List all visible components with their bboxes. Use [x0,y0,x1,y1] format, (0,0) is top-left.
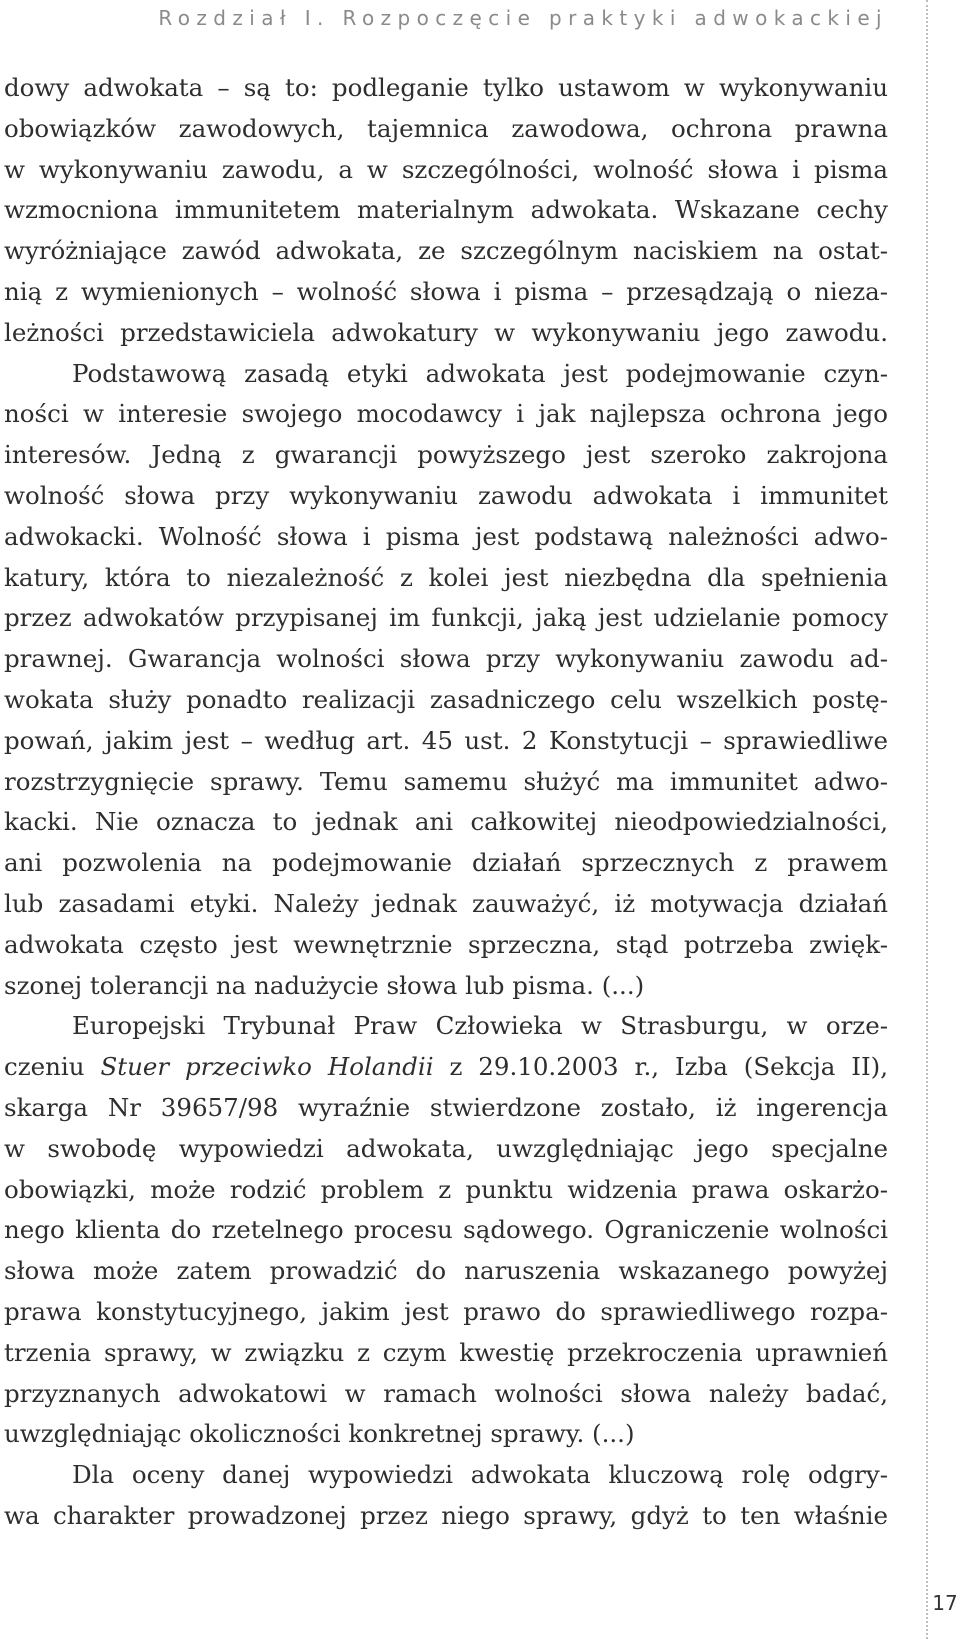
text-line: wokata służy ponadto realizacji zasadniczego celu wszelkich postę- [4,684,888,714]
text-line: leżności przedstawiciela adwokatury w wykonywaniu jego zawodu. [4,317,888,347]
text-line-with-case-name [4,1047,888,1088]
text-line: prawa konstytucyjnego, jakim jest prawo do sprawiedliwego rozpa- [4,1296,888,1326]
text-line: wolność słowa przy wykonywaniu zawodu adwokata i immunitet [4,480,888,510]
text-line: kacki. Nie oznacza to jednak ani całkowitej nieodpowiedzialności, [4,807,888,837]
text-line: ności w interesie swojego mocodawcy i jak najlepsza ochrona jego [4,399,888,429]
text-line: w swobodę wypowiedzi adwokata, uwzględniając jego specjalne [4,1133,888,1163]
text-line: Dla oceny danej wypowiedzi adwokata kluczową rolę odgry- [72,1460,888,1490]
text-line: wzmocniona immunitetem materialnym adwokata. Wskazane cechy [4,195,888,225]
text-line: Podstawową zasadą etyki adwokata jest podejmowanie czyn- [72,358,888,388]
text-line: szonej tolerancji na nadużycie słowa lub pisma. (...) [4,970,645,1000]
text-fragment: z 29.10.2003 r., Izba (Sekcja II), [433,1052,888,1082]
text-line: ani pozwolenia na podejmowanie działań sprzecznych z prawem [4,848,888,878]
text-line: skarga Nr 39657/98 wyraźnie stwierdzone zostało, iż ingerencja [4,1092,888,1122]
text-line: w wykonywaniu zawodu, a w szczególności, wolność słowa i pisma [4,154,888,184]
body-text [4,68,888,1537]
running-head: Rozdział I. Rozpoczęcie praktyki adwokackiej [158,6,888,30]
text-line: adwokacki. Wolność słowa i pisma jest podstawą należności adwo- [4,521,888,551]
text-line: Europejski Trybunał Praw Człowieka w Strasburgu, w orze- [72,1011,888,1041]
text-line: lub zasadami etyki. Należy jednak zauważyć, iż motywacja działań [4,888,888,918]
text-fragment: czeniu [4,1052,101,1082]
text-line: wyróżniające zawód adwokata, ze szczególnym naciskiem na ostat- [4,236,888,266]
text-line: katury, która to niezależność z kolei jest niezbędna dla spełnienia [4,562,888,592]
text-line: słowa może zatem prowadzić do naruszenia wskazanego powyżej [4,1256,888,1286]
text-line: dowy adwokata – są to: podleganie tylko ustawom w wykonywaniu [4,73,888,102]
text-line: interesów. Jedną z gwarancji powyższego jest szeroko zakrojona [4,440,888,470]
text-line: trzenia sprawy, w związku z czym kwestię przekroczenia uprawnień [4,1337,888,1367]
text-line: prawnej. Gwarancja wolności słowa przy wykonywaniu zawodu ad- [4,644,888,674]
page-number: 17 [932,1591,958,1615]
text-line: nią z wymienionych – wolność słowa i pisma – przesądzają o nieza- [4,276,888,306]
text-line: adwokata często jest wewnętrznie sprzeczna, stąd potrzeba zwięk- [4,929,888,959]
text-line: nego klienta do rzetelnego procesu sądowego. Ograniczenie wolności [4,1215,888,1245]
text-line: powań, jakim jest – według art. 45 ust. 2 Konstytucji – sprawiedliwe [4,725,888,755]
text-line: przez adwokatów przypisanej im funkcji, jaką jest udzielanie pomocy [4,603,888,633]
text-line: rozstrzygnięcie sprawy. Temu samemu służyć ma immunitet adwo- [4,766,888,796]
text-line: obowiązków zawodowych, tajemnica zawodowa, ochrona prawna [4,113,888,143]
margin-dotted-rule [926,0,928,1639]
text-line: wa charakter prowadzonej przez niego sprawy, gdyż to ten właśnie [4,1500,888,1530]
text-line: obowiązki, może rodzić problem z punktu widzenia prawa oskarżo- [4,1174,888,1204]
text-line: przyznanych adwokatowi w ramach wolności słowa należy badać, [4,1378,888,1408]
case-name: Stuer przeciwko Holandii [100,1052,434,1082]
text-line: uwzględniając okoliczności konkretnej sprawy. (...) [4,1419,635,1449]
